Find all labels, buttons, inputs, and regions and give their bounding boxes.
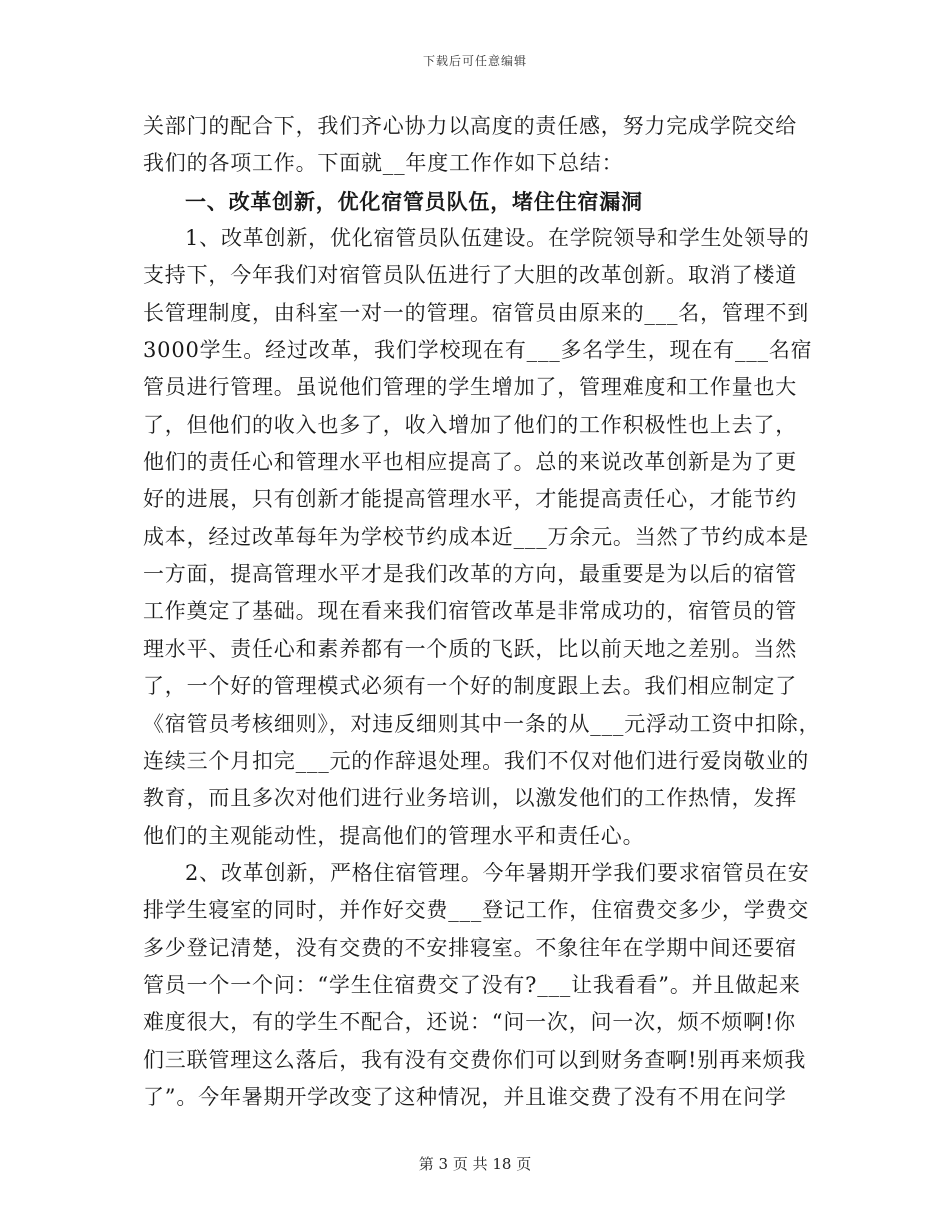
body-line: 支持下，今年我们对宿管员队伍进行了大胆的改革创新。取消了楼道 (143, 263, 797, 288)
body-line: 3000学生。经过改革，我们学校现在有___多名学生，现在有___名宿 (143, 338, 813, 363)
section-heading: 一、改革创新，优化宿管员队伍，堵住住宿漏洞 (185, 188, 643, 214)
body-line: 连续三个月扣完___元的作辞退处理。我们不仅对他们进行爱岗敬业的 (143, 748, 810, 773)
body-line: 长管理制度，由科室一对一的管理。宿管员由原来的___名，管理不到 (143, 300, 810, 325)
body-line: 一方面，提高管理水平才是我们改革的方向，最重要是为以后的宿管 (143, 562, 797, 587)
body-line: 教育，而且多次对他们进行业务培训，以激发他们的工作热情，发挥 (143, 786, 797, 811)
body-line: 了，但他们的收入也多了，收入增加了他们的工作积极性也上去了， (143, 412, 797, 437)
body-line: 们三联管理这么落后，我有没有交费你们可以到财务查啊!别再来烦我 (143, 1047, 807, 1072)
body-line: 《宿管员考核细则》，对违反细则其中一条的从___元浮动工资中扣除， (143, 711, 821, 736)
body-line: 工作奠定了基础。现在看来我们宿管改革是非常成功的，宿管员的管 (143, 599, 797, 624)
body-line: 关部门的配合下，我们齐心协力以高度的责任感，努力完成学院交给 (143, 114, 797, 138)
body-line: 好的进展，只有创新才能提高管理水平，才能提高责任心，才能节约 (143, 487, 797, 512)
body-line: 管员进行管理。虽说他们管理的学生增加了，管理难度和工作量也大 (143, 375, 797, 400)
body-line: 难度很大，有的学生不配合，还说：“问一次，问一次，烦不烦啊!你 (143, 1010, 796, 1035)
document-body (143, 108, 821, 1116)
body-line: 了”。今年暑期开学改变了这种情况，并且谁交费了没有不用在问学 (143, 1084, 787, 1109)
body-line: 他们的责任心和管理水平也相应提高了。总的来说改革创新是为了更 (143, 450, 797, 475)
body-line: 1、改革创新，优化宿管员队伍建设。在学院领导和学生处领导的 (185, 226, 810, 251)
body-line: 成本，经过改革每年为学校节约成本近___万余元。当然了节约成本是 (143, 524, 810, 549)
page-header: 下载后可任意编辑 (422, 54, 527, 68)
body-line: 他们的主观能动性，提高他们的管理水平和责任心。 (143, 823, 645, 848)
body-line: 管员一个一个问：“学生住宿费交了没有?___让我看看”。并且做起来 (143, 972, 801, 997)
body-line: 多少登记清楚，没有交费的不安排寝室。不象往年在学期中间还要宿 (143, 935, 797, 960)
body-line: 我们的各项工作。下面就__年度工作作如下总结： (143, 151, 624, 176)
body-line: 排学生寝室的同时，并作好交费___登记工作，住宿费交多少，学费交 (143, 898, 810, 923)
body-line: 理水平、责任心和素养都有一个质的飞跃，比以前天地之差别。当然 (143, 636, 797, 661)
page-footer: 第 3 页 共 18 页 (418, 1155, 532, 1173)
body-line: 了，一个好的管理模式必须有一个好的制度跟上去。我们相应制定了 (143, 674, 797, 699)
body-line: 2、改革创新，严格住宿管理。今年暑期开学我们要求宿管员在安 (185, 860, 810, 885)
